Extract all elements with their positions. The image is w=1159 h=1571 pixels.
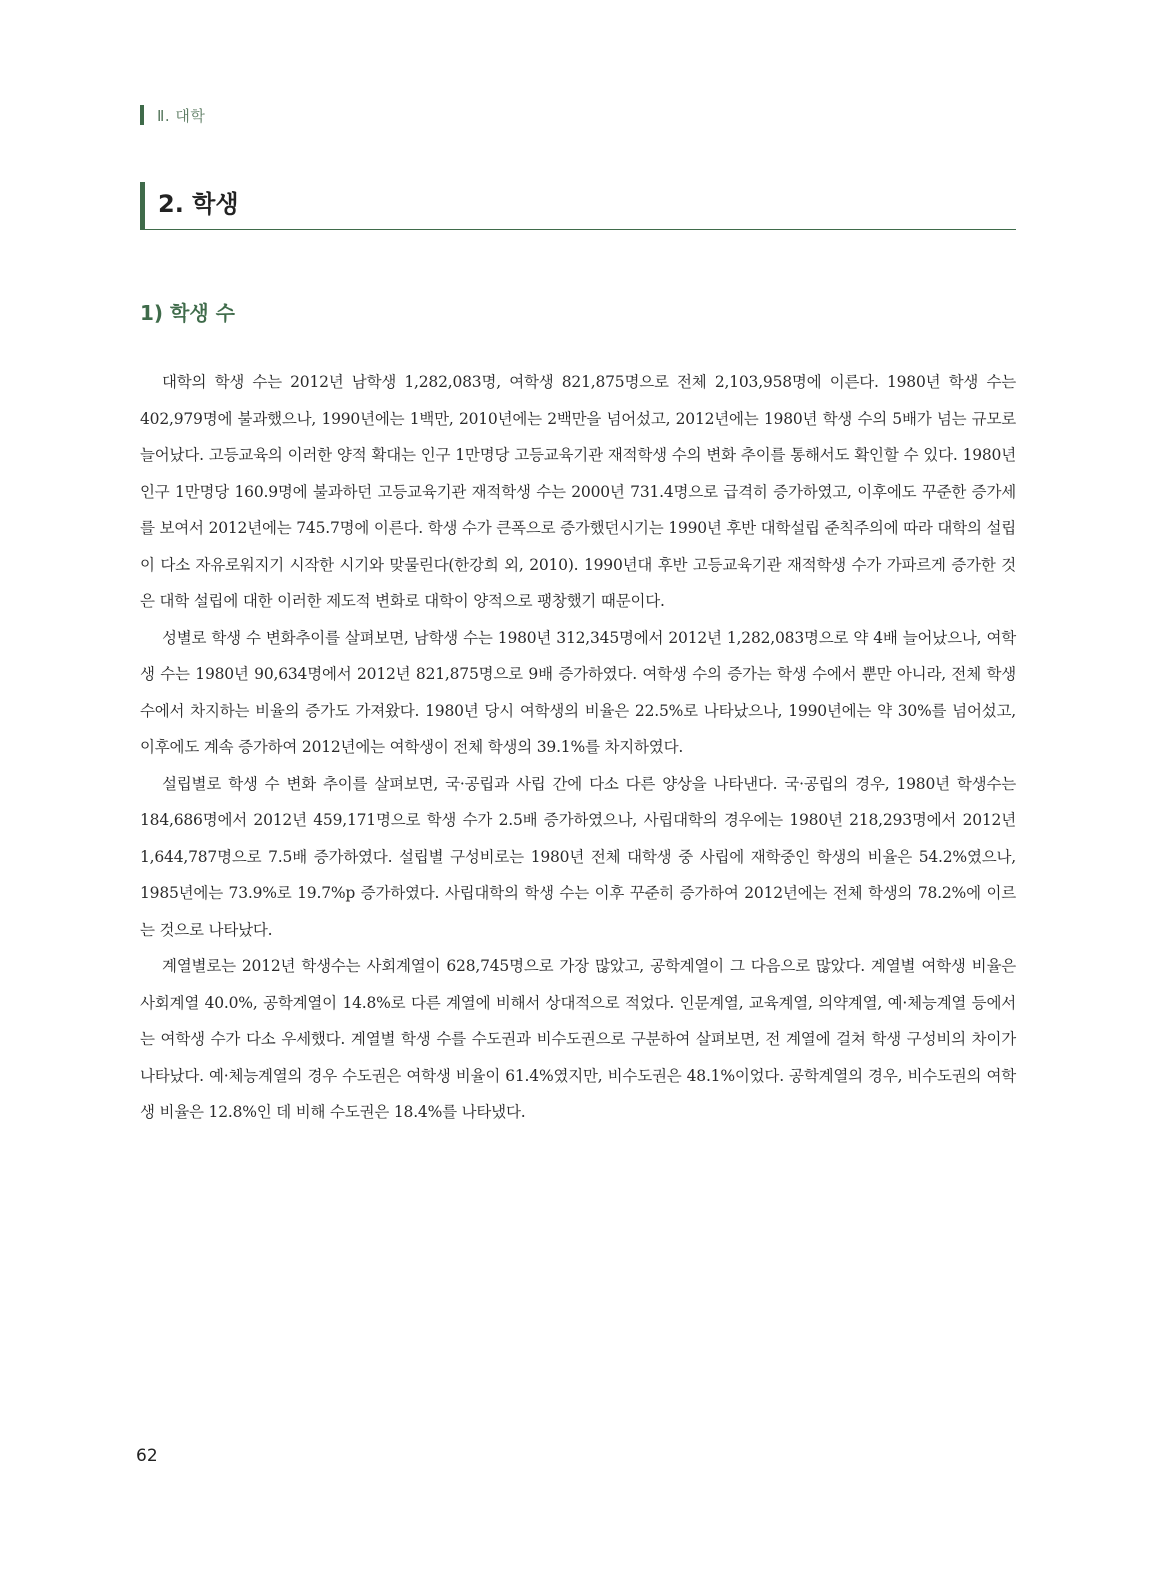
chapter-label: Ⅱ. 대학 bbox=[157, 106, 206, 125]
section-accent-bar bbox=[140, 182, 145, 230]
running-header bbox=[140, 104, 205, 126]
section-title: 2. 학생 bbox=[158, 190, 239, 218]
body-text bbox=[140, 364, 1016, 1131]
section-heading bbox=[140, 178, 1016, 230]
header-accent-bar bbox=[140, 105, 144, 125]
paragraph-4: 계열별로는 2012년 학생수는 사회계열이 628,745명으로 가장 많았고, 공학계열이 그 다음으로 많았다. 계열별 여학생 비율은 사회계열 40.0%, 공학계열이 14.8%로 다른 계열에 비해서 상대적으로 적었다. 인문계열, 교육계열, 의약계열, 예·체능계열 등에서는 여학생 수가 다소 우세했다. 계열별 학생 수를 수도권과 비수도권으로 구분하여 살펴보면, 전 계열에 걸쳐 학생 구성비의 차이가 나타났다. 예·체능계열의 경우 수도권은 여학생 비율이 61.4%였지만, 비수도권은 48.1%이었다. 공학계열의 경우, 비수도권의 여학생 비율은 12.8%인 데 비해 수도권은 18.4%를 나타냈다. bbox=[140, 957, 1016, 1121]
paragraph-3: 설립별로 학생 수 변화 추이를 살펴보면, 국·공립과 사립 간에 다소 다른 양상을 나타낸다. 국·공립의 경우, 1980년 학생수는 184,686명에서 2012년 459,171명으로 학생 수가 2.5배 증가하였으나, 사립대학의 경우에는 1980년 218,293명에서 2012년 1,644,787명으로 7.5배 증가하였다. 설립별 구성비로는 1980년 전체 대학생 중 사립에 재학중인 학생의 비율은 54.2%였으나, 1985년에는 73.9%로 19.7%p 증가하였다. 사립대학의 학생 수는 이후 꾸준히 증가하여 2012년에는 전체 학생의 78.2%에 이르는 것으로 나타났다. bbox=[140, 774, 1016, 939]
page-number: 62 bbox=[136, 1446, 158, 1466]
paragraph-1: 대학의 학생 수는 2012년 남학생 1,282,083명, 여학생 821,875명으로 전체 2,103,958명에 이른다. 1980년 학생 수는 402,979명에 불과했으나, 1990년에는 1백만, 2010년에는 2백만을 넘어섰고, 2012년에는 1980년 학생 수의 5배가 넘는 규모로 늘어났다. 고등교육의 이러한 양적 확대는 인구 1만명당 고등교육기관 재적학생 수의 변화 추이를 통해서도 확인할 수 있다. 1980년 인구 1만명당 160.9명에 불과하던 고등교육기관 재적학생 수는 2000년 731.4명으로 급격히 증가하였고, 이후에도 꾸준한 증가세를 보여서 2012년에는 745.7명에 이른다. 학생 수가 큰폭으로 증가했던시기는 1990년 후반 대학설립 준칙주의에 따라 대학의 설립이 다소 자유로워지기 시작한 시기와 맞물린다(한강희 외, 2010). 1990년대 후반 고등교육기관 재적학생 수가 가파르게 증가한 것은 대학 설립에 대한 이러한 제도적 변화로 대학이 양적으로 팽창했기 때문이다. bbox=[140, 373, 1016, 610]
subsection-title: 1) 학생 수 bbox=[140, 301, 235, 325]
paragraph-2: 성별로 학생 수 변화추이를 살펴보면, 남학생 수는 1980년 312,345명에서 2012년 1,282,083명으로 약 4배 늘어났으나, 여학생 수는 1980년 90,634명에서 2012년 821,875명으로 9배 증가하였다. 여학생 수의 증가는 학생 수에서 뿐만 아니라, 전체 학생 수에서 차지하는 비율의 증가도 가져왔다. 1980년 당시 여학생의 비율은 22.5%로 나타났으나, 1990년에는 약 30%를 넘어섰고, 이후에도 계속 증가하여 2012년에는 여학생이 전체 학생의 39.1%를 차지하였다. bbox=[140, 628, 1016, 756]
